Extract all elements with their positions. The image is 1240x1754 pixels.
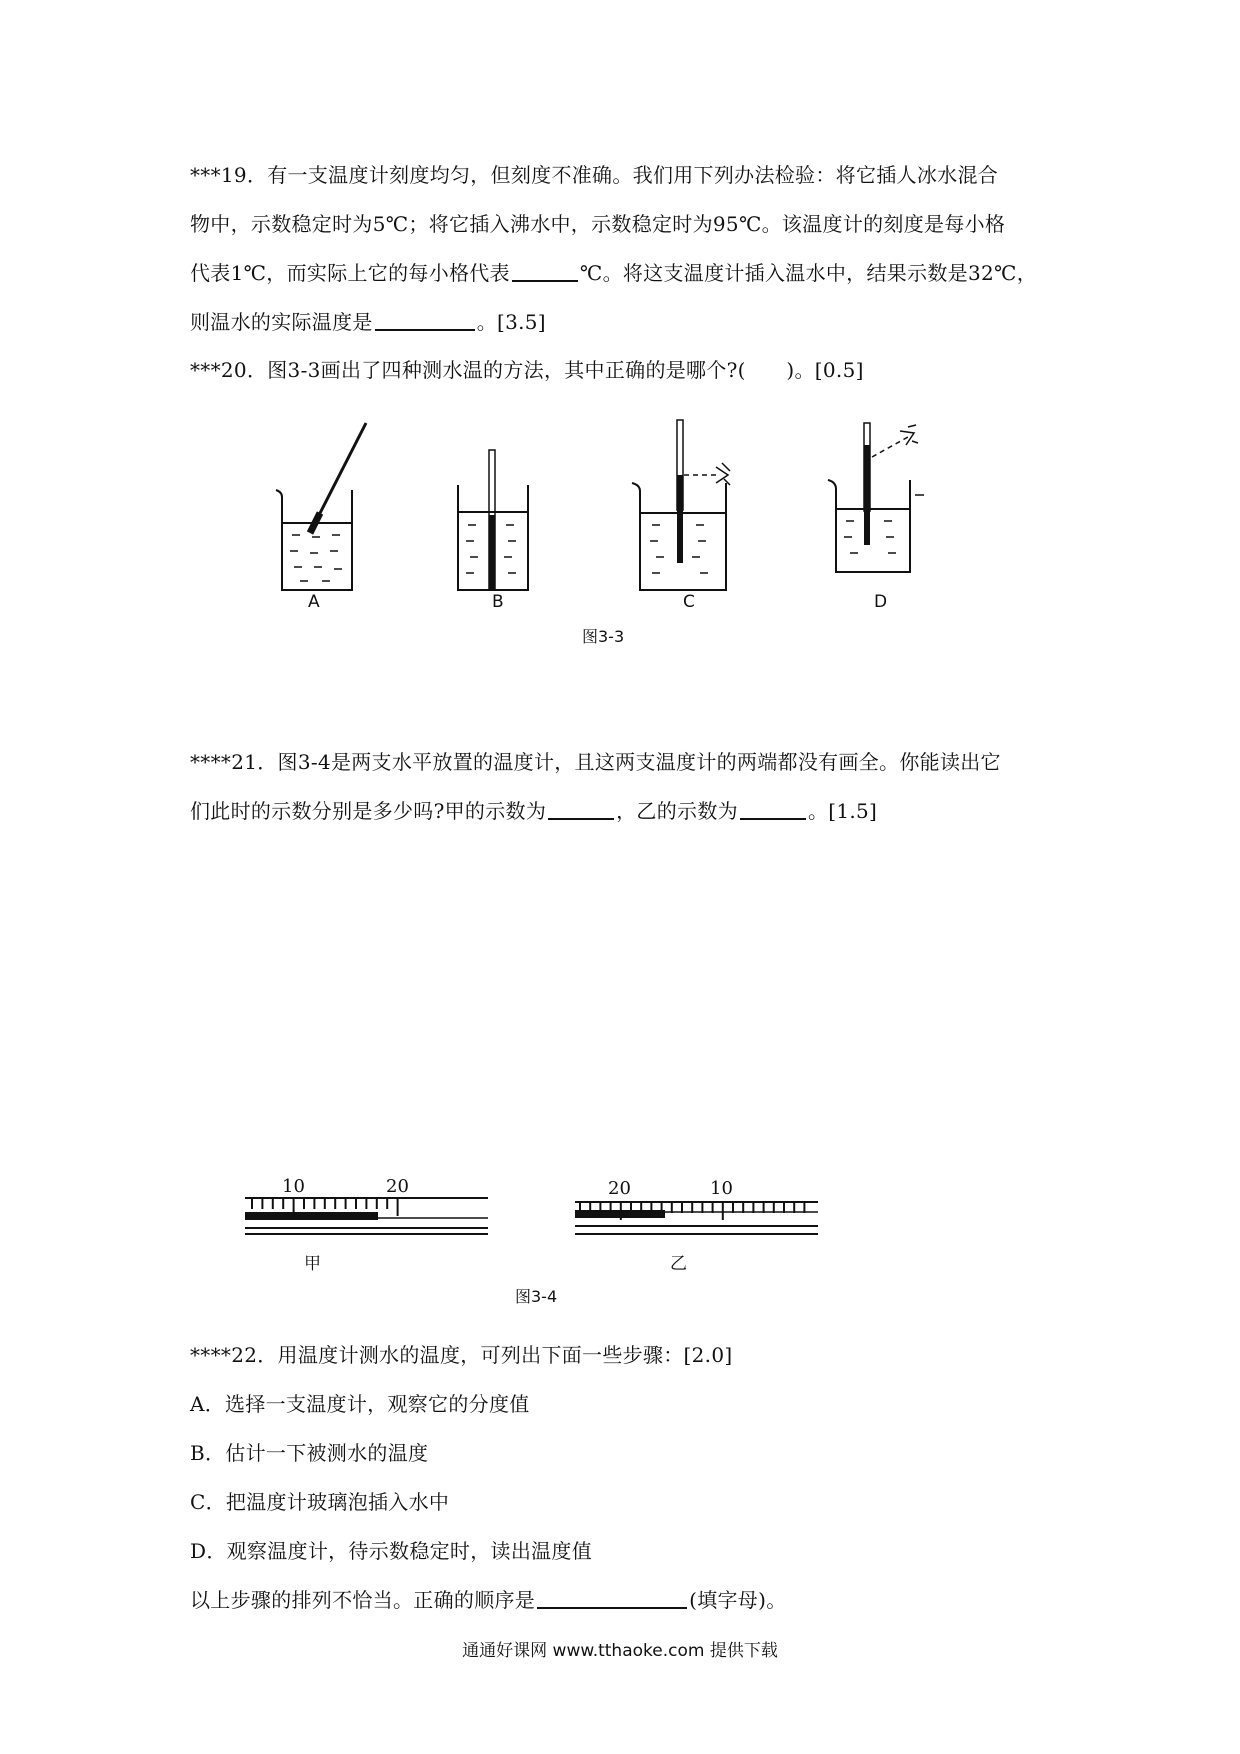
thermometer-jia-tick-20: 20 <box>386 1176 409 1197</box>
q22-answer-part-a: 以上步骤的排列不恰当。正确的顺序是 <box>190 1588 536 1612</box>
beaker-b <box>458 450 528 590</box>
beaker-c <box>632 420 730 590</box>
q19-line-3-part-b: ℃。将这支温度计插入温水中，结果示数是32℃， <box>579 261 1038 285</box>
beaker-a <box>260 405 366 590</box>
thermometer-jia-label: 甲 <box>304 1254 321 1274</box>
q19-line-4-part-a: 则温水的实际温度是 <box>190 310 373 334</box>
beaker-d <box>828 423 924 572</box>
q21-blank-2[interactable] <box>740 796 806 820</box>
q19-line-2: 物中，示数稳定时为5℃；将它插入沸水中，示数稳定时为95℃。该温度计的刻度是每小格 <box>190 212 1006 236</box>
q22-answer-line <box>190 1585 1070 1615</box>
beaker-b-label: B <box>492 592 504 612</box>
q19-line-1: ***19．有一支温度计刻度均匀，但刻度不准确。我们用下列办法检验：将它插人冰水混合 <box>190 163 999 187</box>
q22-text: ****22．用温度计测水的温度，可列出下面一些步骤：[2.0] <box>190 1343 733 1367</box>
q22-step-d: D．观察温度计，待示数稳定时，读出温度值 <box>190 1539 593 1563</box>
q22-step-b: B．估计一下被测水的温度 <box>190 1441 429 1465</box>
q21-line-2-part-c: 。[1.5] <box>807 799 878 823</box>
figure-3-4-caption: 图3-4 <box>515 1287 558 1306</box>
thermometer-jia <box>240 1172 500 1244</box>
thermometer-yi <box>570 1174 830 1246</box>
q19-blank-2[interactable] <box>375 307 475 331</box>
q22-step-a: A．选择一支温度计，观察它的分度值 <box>190 1392 530 1416</box>
q21-line-2 <box>190 796 1070 826</box>
page-footer: 通通好课网 www.tthaoke.com 提供下载 <box>462 1641 778 1661</box>
thermometer-yi-tick-10: 10 <box>710 1178 733 1199</box>
q20-text: ***20．图3-3画出了四种测水温的方法，其中正确的是哪个?( )。[0.5] <box>190 358 864 382</box>
q19-line-3 <box>190 258 1070 288</box>
q22-step-c: C．把温度计玻璃泡插入水中 <box>190 1490 450 1514</box>
figure-3-3-beakers <box>260 405 940 615</box>
thermometer-jia-tick-10: 10 <box>282 1176 305 1197</box>
q21-blank-1[interactable] <box>548 796 614 820</box>
beaker-d-label: D <box>874 592 888 612</box>
q22-answer-part-b: (填字母)。 <box>689 1588 787 1612</box>
q21-line-2-part-a: 们此时的示数分别是多少吗?甲的示数为 <box>190 799 547 823</box>
q19-line-3-part-a: 代表1℃，而实际上它的每小格代表 <box>190 261 510 285</box>
q19-line-4-part-b: 。[3.5] <box>476 310 546 334</box>
beaker-a-label: A <box>308 592 320 612</box>
q21-line-2-part-b: ，乙的示数为 <box>616 799 738 823</box>
figure-3-3-caption: 图3-3 <box>582 627 625 646</box>
thermometer-yi-tick-20: 20 <box>608 1178 631 1199</box>
q19-line-4 <box>190 307 1070 337</box>
thermometer-yi-label: 乙 <box>670 1254 687 1274</box>
beaker-c-label: C <box>683 592 695 612</box>
q22-blank[interactable] <box>537 1585 687 1609</box>
q19-blank-1[interactable] <box>512 258 578 282</box>
q21-line-1: ****21．图3-4是两支水平放置的温度计，且这两支温度计的两端都没有画全。你能读出它 <box>190 750 1001 774</box>
